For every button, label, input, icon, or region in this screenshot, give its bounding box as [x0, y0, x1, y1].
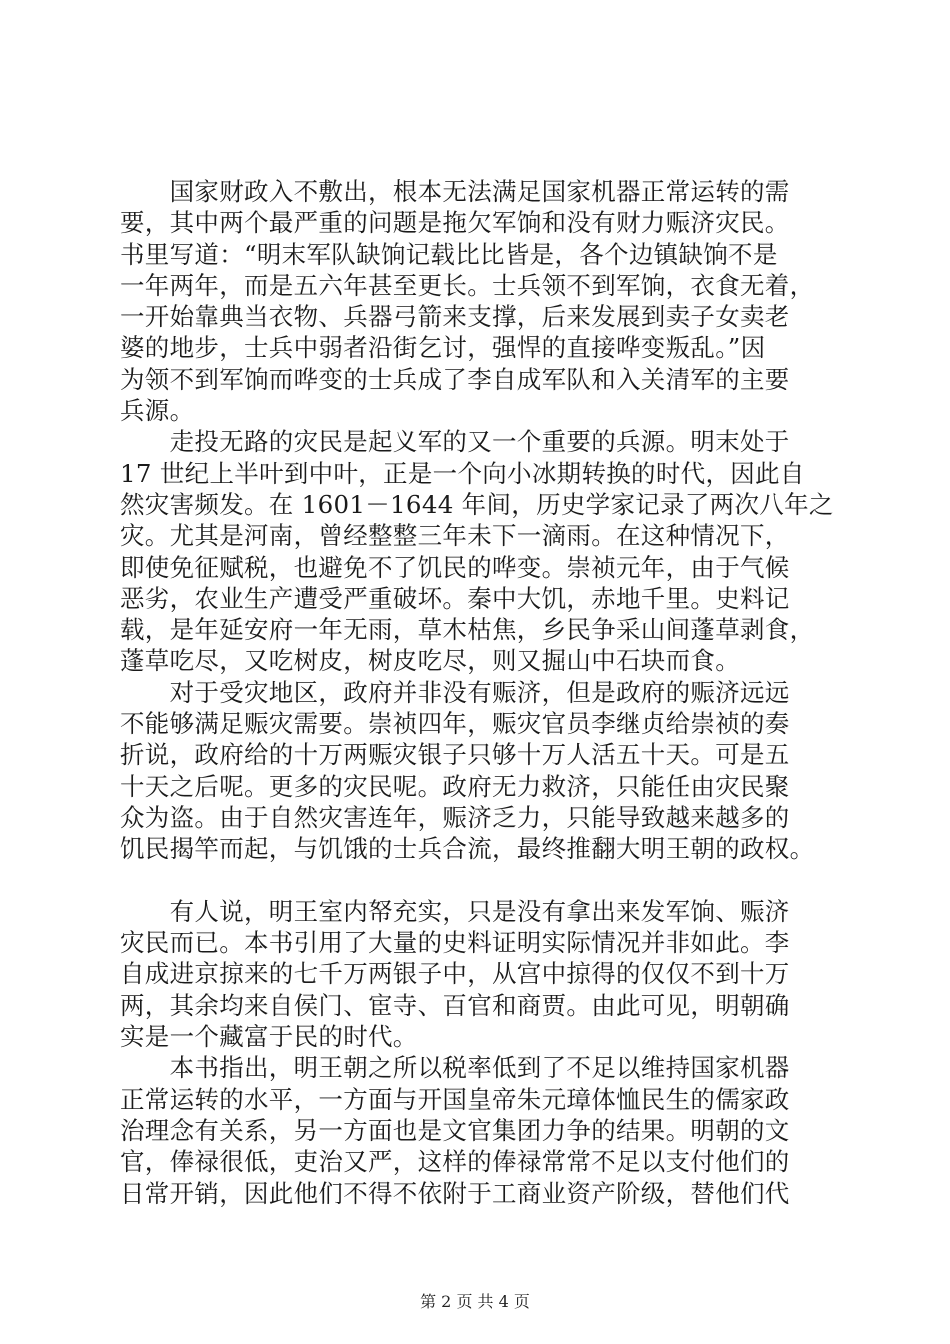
- text-line: 一年两年，而是五六年甚至更长。士兵领不到军饷，衣食无着，: [120, 270, 815, 300]
- paragraph-gap: [120, 865, 840, 896]
- text-line: 即使免征赋税，也避免不了饥民的哗变。崇祯元年，由于气候: [120, 552, 790, 582]
- text-line: 官，俸禄很低，吏治又严，这样的俸禄常常不足以支付他们的: [120, 1147, 790, 1177]
- text-line: 自成进京掠来的七千万两银子中，从宫中掠得的仅仅不到十万: [120, 959, 790, 989]
- text-line: 不能够满足赈灾需要。崇祯四年，赈灾官员李继贞给崇祯的奏: [120, 709, 790, 739]
- text-line: 婆的地步，士兵中弱者沿街乞讨，强悍的直接哗变叛乱。”因: [120, 333, 766, 363]
- text-line: 国家财政入不敷出，根本无法满足国家机器正常运转的需: [120, 177, 790, 206]
- text-line: 一开始靠典当衣物、兵器弓箭来支撑，后来发展到卖子女卖老: [120, 302, 790, 332]
- text-line: 蓬草吃尽，又吃树皮，树皮吃尽，则又掘山中石块而食。: [120, 646, 740, 676]
- text-line: 灾。尤其是河南，曾经整整三年未下一滴雨。在这种情况下，: [120, 521, 790, 551]
- body-text: [120, 176, 840, 1209]
- text-line: 日常开销，因此他们不得不依附于工商业资产阶级，替他们代: [120, 1178, 790, 1208]
- text-line: 灾民而已。本书引用了大量的史料证明实际情况并非如此。李: [120, 928, 790, 958]
- text-line: 对于受灾地区，政府并非没有赈济，但是政府的赈济远远: [120, 677, 790, 707]
- text-line: 书里写道：“明末军队缺饷记载比比皆是，各个边镇缺饷不是: [120, 239, 778, 269]
- text-line: 饥民揭竿而起，与饥饿的士兵合流，最终推翻大明王朝的政权。: [120, 834, 815, 864]
- text-line: 本书指出，明王朝之所以税率低到了不足以维持国家机器: [120, 1053, 790, 1083]
- text-line: 正常运转的水平，一方面与开国皇帝朱元璋体恤民生的儒家政: [120, 1084, 790, 1114]
- text-line: 实是一个藏富于民的时代。: [120, 1022, 418, 1052]
- text-line: 17 世纪上半叶到中叶，正是一个向小冰期转换的时代，因此自: [120, 458, 805, 488]
- text-line: 兵源。: [120, 396, 195, 426]
- text-line: 走投无路的灾民是起义军的又一个重要的兵源。明末处于: [120, 427, 790, 457]
- text-line: 为领不到军饷而哗变的士兵成了李自成军队和入关清军的主要: [120, 364, 790, 394]
- text-line: 然灾害频发。在 1601－1644 年间，历史学家记录了两次八年之: [120, 489, 834, 519]
- text-line: 两，其余均来自侯门、宦寺、百官和商贾。由此可见，明朝确: [120, 990, 790, 1020]
- text-line: 众为盗。由于自然灾害连年，赈济乏力，只能导致越来越多的: [120, 802, 790, 832]
- text-line: 恶劣，农业生产遭受严重破坏。秦中大饥，赤地千里。史料记: [120, 583, 790, 613]
- text-line: 治理念有关系，另一方面也是文官集团力争的结果。明朝的文: [120, 1115, 790, 1145]
- text-line: 要，其中两个最严重的问题是拖欠军饷和没有财力赈济灾民。: [120, 208, 790, 238]
- text-line: 十天之后呢。更多的灾民呢。政府无力救济，只能任由灾民聚: [120, 771, 790, 801]
- page-number-footer: 第 2 页 共 4 页: [420, 1292, 530, 1311]
- text-line: 折说，政府给的十万两赈灾银子只够十万人活五十天。可是五: [120, 740, 790, 770]
- text-line: 有人说，明王室内帑充实，只是没有拿出来发军饷、赈济: [120, 896, 790, 926]
- text-line: 载，是年延安府一年无雨，草木枯焦，乡民争采山间蓬草剥食，: [120, 615, 815, 645]
